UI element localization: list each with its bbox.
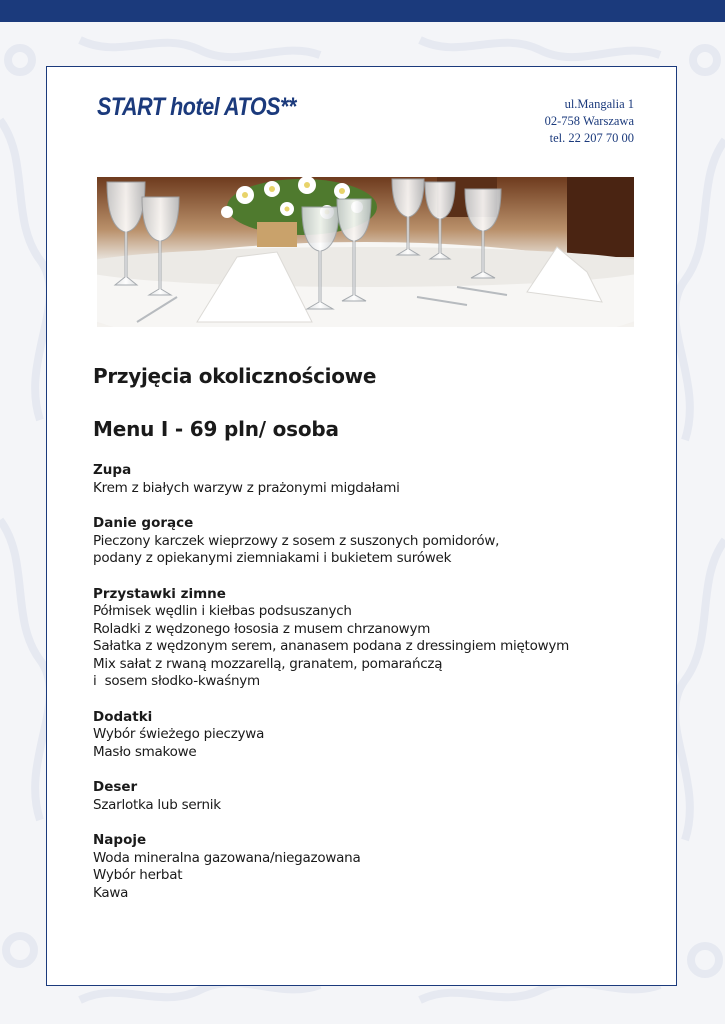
section-title: Zupa [93,462,132,478]
menu-item: podany z opiekanymi ziemniakami i bukietem surówek [93,550,452,566]
banquet-table-photo [97,177,634,327]
menu-item: Szarlotka lub sernik [93,796,221,813]
menu-item: Woda mineralna gazowana/niegazowana [93,849,361,866]
menu-item: i sosem słodko-kwaśnym [93,673,260,689]
section-title: Dodatki [93,708,153,725]
section-title: Przystawki zimne [93,585,226,602]
menu-title: Menu I - 69 pln/ osoba [93,417,339,441]
section-title: Danie gorące [93,515,194,531]
menu-item: Masło smakowe [93,743,197,760]
address-city: 02-758 Warszawa [544,114,634,128]
menu-section-napoje [93,832,653,902]
menu-item: Roladki z wędzonego łososia z musem chrzanowym [93,620,431,637]
menu-item: Sałatka z wędzonym serem, ananasem podana z dressingiem miętowym [93,638,570,654]
menu-page [46,66,677,986]
hotel-logo: START hotel ATOS** [97,93,296,121]
menu-item: Wybór świeżego pieczywa [93,726,265,742]
menu-section-danie-gorace [93,515,653,568]
menu-sections [93,462,653,920]
menu-section-dodatki [93,709,653,762]
page-title: Przyjęcia okolicznościowe [93,364,377,388]
menu-section-przystawki-zimne [93,586,653,691]
section-title: Deser [93,779,138,795]
menu-item: Mix sałat z rwaną mozzarellą, granatem, pomarańczą [93,655,443,672]
section-title: Napoje [93,832,147,848]
menu-item: Krem z białych warzyw z prażonymi migdałami [93,479,400,496]
menu-section-deser [93,779,653,814]
address-phone: tel. 22 207 70 00 [549,131,634,145]
menu-item: Pieczony karczek wieprzowy z sosem z suszonych pomidorów, [93,532,500,549]
address-street: ul.Mangalia 1 [564,97,634,111]
hotel-address [545,96,634,147]
menu-section-zupa [93,462,653,497]
menu-item: Wybór herbat [93,867,183,883]
top-brand-bar [0,0,725,22]
menu-item: Kawa [93,884,129,901]
menu-item: Półmisek wędlin i kiełbas podsuszanych [93,603,352,619]
